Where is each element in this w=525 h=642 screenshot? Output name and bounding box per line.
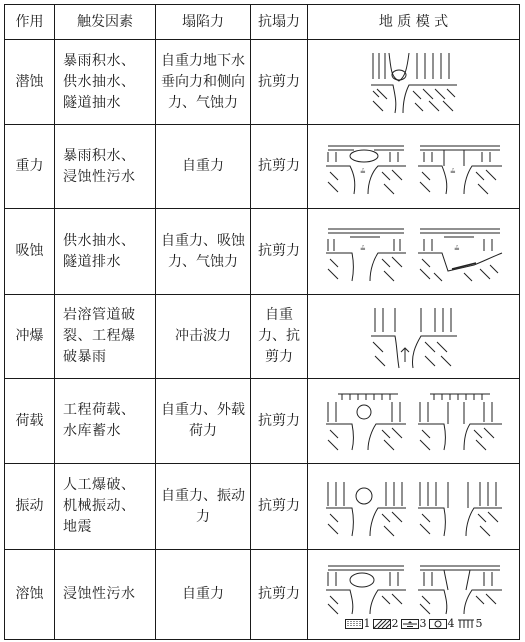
cell-collapse-force: 自重力 — [156, 125, 251, 209]
cell-action: 冲爆 — [5, 295, 55, 379]
blast-burst-diagram — [369, 302, 459, 372]
table-row — [5, 379, 520, 464]
dissolution-diagram — [324, 560, 504, 616]
cell-resist-force: 抗剪力 — [251, 125, 308, 209]
svg-text:≟: ≟ — [449, 167, 456, 176]
cell-resist-force: 抗剪力 — [251, 464, 308, 550]
legend-label: 2 — [391, 616, 399, 630]
svg-text:≟: ≟ — [359, 244, 366, 253]
table-row — [5, 40, 520, 125]
legend — [308, 618, 519, 630]
cell-collapse-force: 自重力、吸蚀力、气蚀力 — [156, 209, 251, 295]
cell-action: 吸蚀 — [5, 209, 55, 295]
cell-collapse-force: 冲击波力 — [156, 295, 251, 379]
legend-label: 1 — [363, 616, 371, 630]
header-collapse-force: 塌陷力 — [156, 5, 251, 40]
header-resist-force: 抗塌力 — [251, 5, 308, 40]
cell-resist-force: 抗剪力 — [251, 379, 308, 464]
cell-action: 荷载 — [5, 379, 55, 464]
legend-label: 4 — [447, 616, 455, 630]
legend-label: 5 — [475, 616, 483, 630]
cell-action: 溶蚀 — [5, 550, 55, 640]
table-row — [5, 295, 520, 379]
cell-action: 重力 — [5, 125, 55, 209]
cell-trigger: 人工爆破、机械振动、地震 — [55, 464, 156, 550]
cell-resist-force: 自重力、抗剪力 — [251, 295, 308, 379]
svg-text:≟: ≟ — [453, 244, 460, 253]
load-collapse-diagram — [324, 390, 504, 452]
header-action: 作用 — [5, 5, 55, 40]
cell-action: 潜蚀 — [5, 40, 55, 125]
legend-label: 3 — [419, 616, 427, 630]
table-row — [5, 125, 520, 209]
header-geology-mode: 地 质 模 式 — [308, 5, 520, 40]
svg-text:≟: ≟ — [359, 167, 366, 176]
table-row — [5, 209, 520, 295]
header-row — [5, 5, 520, 40]
cell-trigger: 浸蚀性污水 — [55, 550, 156, 640]
geology-mode-table — [4, 4, 520, 640]
fill-soil-legend-icon — [345, 619, 363, 629]
gravity-collapse-diagram — [324, 138, 504, 196]
subsurface-erosion-diagram — [369, 47, 459, 117]
header-trigger: 触发因素 — [55, 5, 156, 40]
cell-resist-force: 抗剪力 — [251, 550, 308, 640]
load-legend-icon — [457, 619, 475, 629]
cell-action: 振动 — [5, 464, 55, 550]
cell-resist-force: 抗剪力 — [251, 40, 308, 125]
cell-collapse-force: 自重力地下水垂向力和侧向力、气蚀力 — [156, 40, 251, 125]
cell-collapse-force: 自重力、外载荷力 — [156, 379, 251, 464]
limestone-legend-icon — [373, 619, 391, 629]
cell-collapse-force: 自重力、振动力 — [156, 464, 251, 550]
cell-resist-force: 抗剪力 — [251, 209, 308, 295]
table-row — [5, 464, 520, 550]
suction-erosion-diagram — [324, 221, 504, 283]
cell-collapse-force: 自重力 — [156, 550, 251, 640]
cell-trigger: 暴雨积水、浸蚀性污水 — [55, 125, 156, 209]
vibration-collapse-diagram — [324, 476, 504, 538]
cell-trigger: 工程荷载、水库蓄水 — [55, 379, 156, 464]
table-row — [5, 550, 520, 640]
cell-trigger: 岩溶管道破裂、工程爆破暴雨 — [55, 295, 156, 379]
cell-trigger: 供水抽水、隧道排水 — [55, 209, 156, 295]
cavity-legend-icon — [429, 619, 447, 629]
cell-trigger: 暴雨积水、供水抽水、隧道抽水 — [55, 40, 156, 125]
water-level-legend-icon — [401, 619, 419, 629]
